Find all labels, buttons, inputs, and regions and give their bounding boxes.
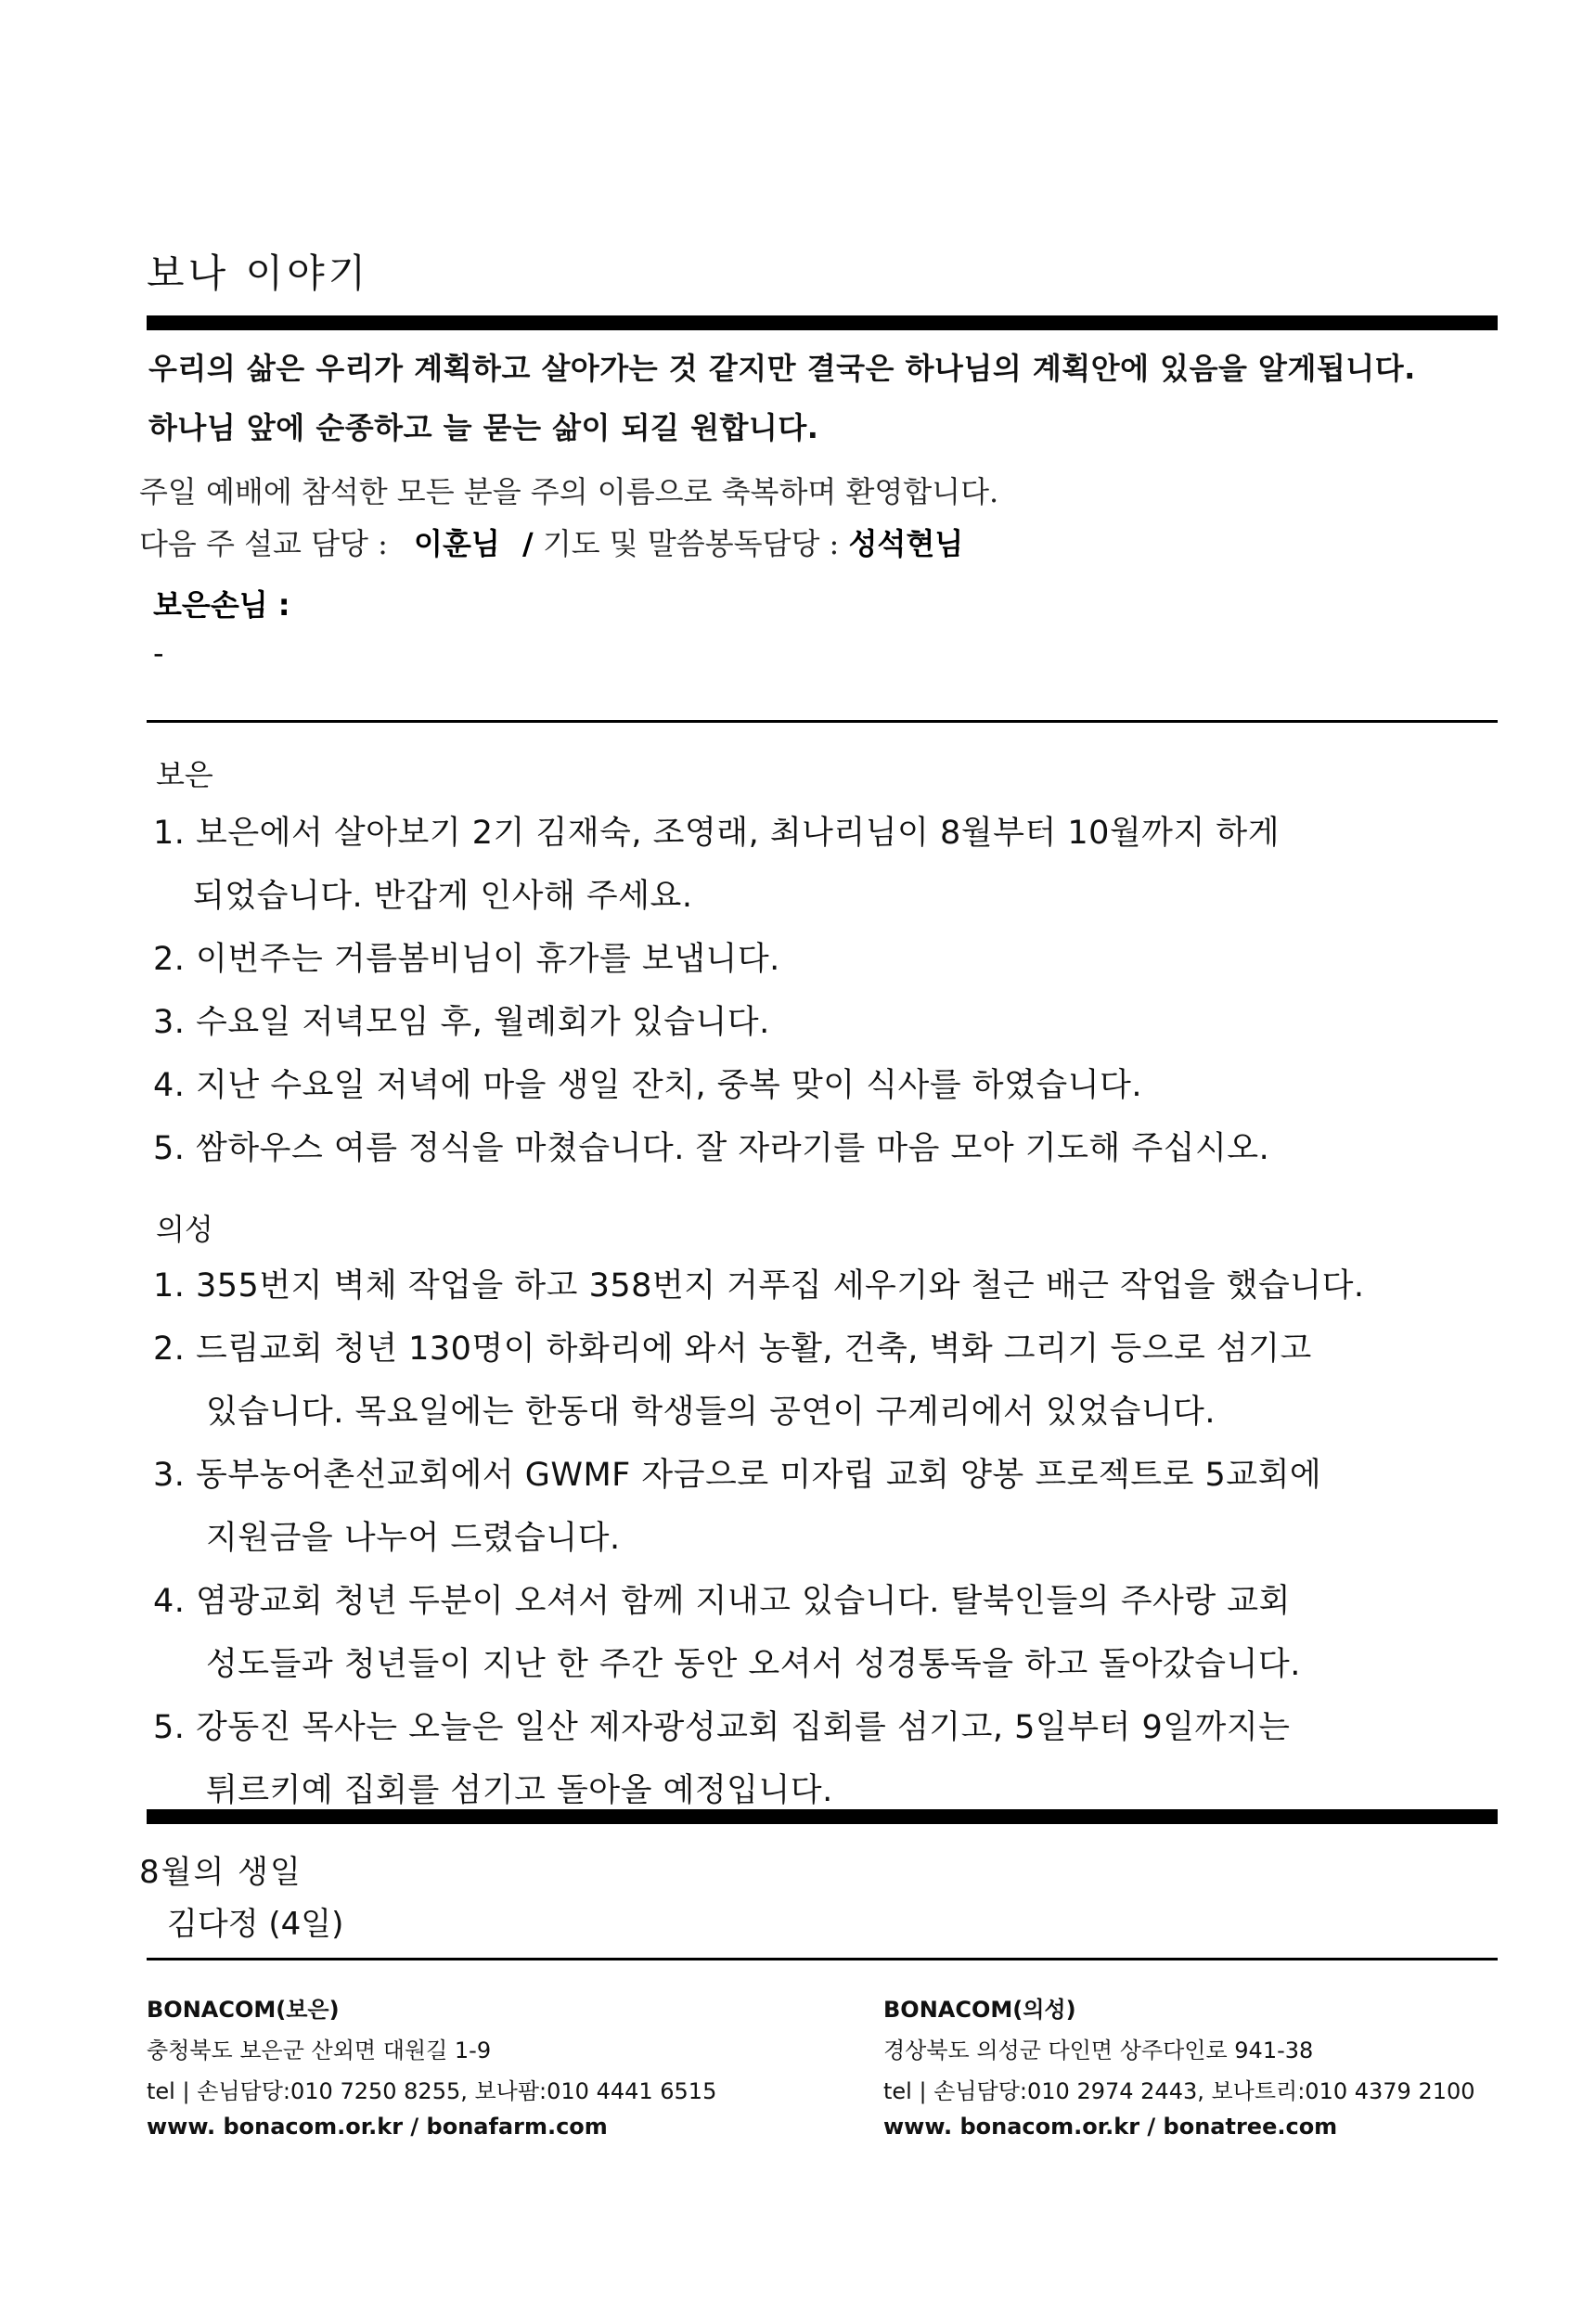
- intro-line-1: 우리의 삶은 우리가 계획하고 살아가는 것 같지만 결국은 하나님의 계획안에 있음을 알게됩니다.: [148, 351, 1416, 386]
- guests-label: 보은손님 :: [153, 587, 290, 623]
- uiseong-item-2-cont: 있습니다. 목요일에는 한동대 학생들의 공연이 구계리에서 있었습니다.: [206, 1394, 1216, 1431]
- uiseong-item-1: 1. 355번지 벽체 작업을 하고 358번지 거푸집 세우기와 철근 배근 작업을 했습니다.: [153, 1267, 1365, 1305]
- boeun-item-1-cont: 되었습니다. 반갑게 인사해 주세요.: [193, 878, 693, 915]
- intro-line-2: 하나님 앞에 순종하고 늘 묻는 삶이 되길 원합니다.: [148, 410, 819, 445]
- guests-value: -: [153, 636, 164, 671]
- uiseong-item-3: 3. 동부농어촌선교회에서 GWMF 자금으로 미자립 교회 양봉 프로젝트로 5교회에: [153, 1457, 1322, 1494]
- uiseong-item-4-cont: 성도들과 청년들이 지난 한 주간 동안 오셔서 성경통독을 하고 돌아갔습니다.: [206, 1646, 1301, 1683]
- birthday-divider: [147, 1809, 1498, 1824]
- footer-left-name: BONACOM(보은): [147, 1997, 340, 2023]
- uiseong-item-2: 2. 드림교회 청년 130명이 하화리에 와서 농활, 건축, 벽화 그리기 등으로 섬기고: [153, 1330, 1312, 1368]
- prayer-label: 기도 및 말씀봉독담당 :: [542, 526, 840, 561]
- boeun-item-5: 5. 쌈하우스 여름 정식을 마쳤습니다. 잘 자라기를 마음 모아 기도해 주십시오.: [153, 1130, 1270, 1167]
- boeun-item-4: 4. 지난 수요일 저녁에 마을 생일 잔치, 중복 맞이 식사를 하였습니다.: [153, 1067, 1142, 1104]
- footer-right-address: 경상북도 의성군 다인면 상주다인로 941-38: [883, 2037, 1314, 2063]
- sermon-name: 이훈님: [414, 526, 500, 561]
- prayer-name: 성석현님: [848, 526, 964, 561]
- uiseong-item-5-cont: 튀르키예 집회를 섬기고 돌아올 예정입니다.: [206, 1772, 833, 1809]
- footer-left-address: 충청북도 보은군 산외면 대원길 1-9: [147, 2037, 492, 2063]
- boeun-item-3: 3. 수요일 저녁모임 후, 월례회가 있습니다.: [153, 1004, 770, 1041]
- footer-right-tel: tel | 손님담당:010 2974 2443, 보나트리:010 4379 2100: [883, 2078, 1475, 2104]
- next-week-info: [139, 521, 963, 563]
- birthday-entry: 김다정 (4일): [167, 1906, 344, 1943]
- boeun-heading: 보은: [156, 757, 213, 792]
- uiseong-item-4: 4. 염광교회 청년 두분이 오셔서 함께 지내고 있습니다. 탈북인들의 주사랑 교회: [153, 1583, 1291, 1620]
- footer-right-web[interactable]: www. bonacom.or.kr / bonatree.com: [883, 2114, 1338, 2140]
- uiseong-heading: 의성: [156, 1212, 213, 1247]
- boeun-item-2: 2. 이번주는 거름봄비님이 휴가를 보냅니다.: [153, 941, 780, 978]
- top-divider: [147, 315, 1498, 330]
- uiseong-item-3-cont: 지원금을 나누어 드렸습니다.: [206, 1520, 621, 1557]
- section-divider: [147, 720, 1498, 723]
- footer-left-tel: tel | 손님담당:010 7250 8255, 보나팜:010 4441 6515: [147, 2078, 717, 2104]
- sermon-label: 다음 주 설교 담당 :: [139, 526, 388, 561]
- birthday-heading: 8월의 생일: [139, 1854, 302, 1891]
- footer-right-name: BONACOM(의성): [883, 1997, 1076, 2023]
- footer-left-web[interactable]: www. bonacom.or.kr / bonafarm.com: [147, 2114, 608, 2140]
- uiseong-item-5: 5. 강동진 목사는 오늘은 일산 제자광성교회 집회를 섬기고, 5일부터 9일까지는: [153, 1709, 1291, 1746]
- page-title: 보나 이야기: [147, 251, 370, 296]
- footer-divider: [147, 1958, 1498, 1960]
- welcome-text: 주일 예배에 참석한 모든 분을 주의 이름으로 축복하며 환영합니다.: [139, 474, 999, 509]
- separator: /: [521, 526, 534, 561]
- boeun-item-1: 1. 보은에서 살아보기 2기 김재숙, 조영래, 최나리님이 8월부터 10월까지 하게: [153, 815, 1281, 852]
